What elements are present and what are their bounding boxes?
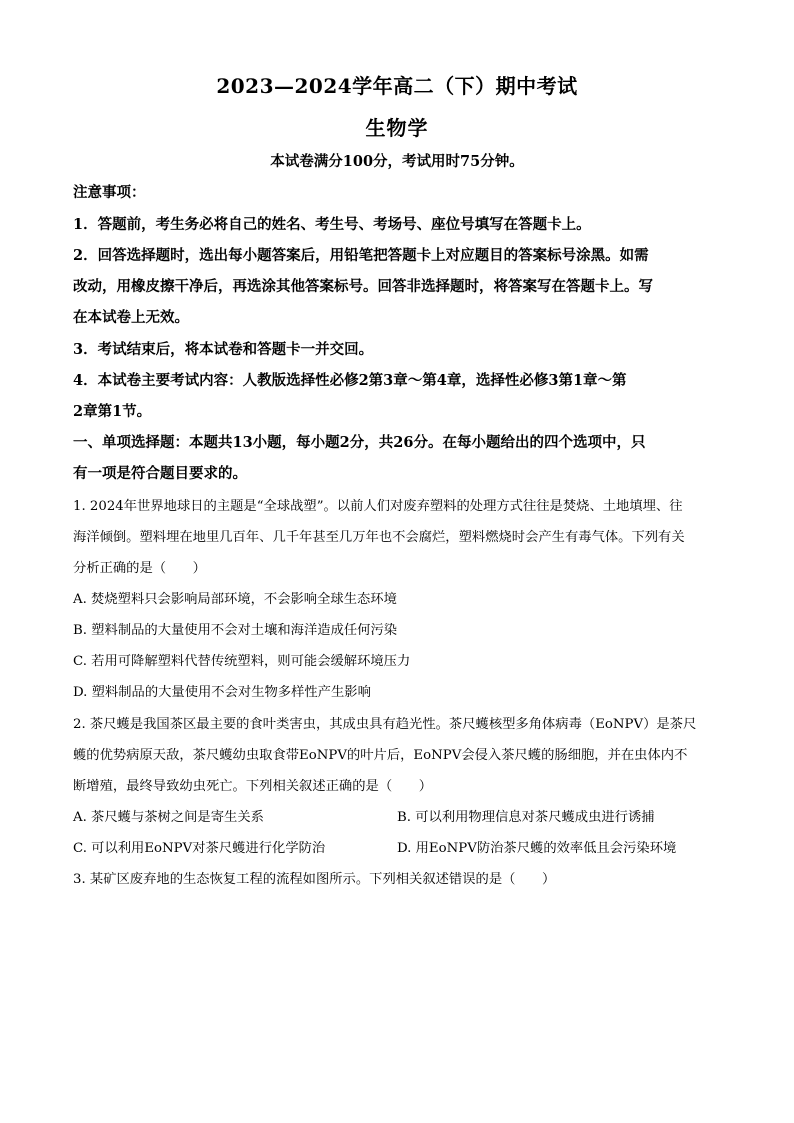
question-stem: 1. 2024年世界地球日的主题是“全球战塑”。以前人们对废弃塑料的处理方式往往是焚烧、土地填埋、往 xyxy=(73,499,683,514)
notes-line: 3．考试结束后，将本试卷和答题卡一并交回。 xyxy=(73,341,374,358)
exam-title: 2023—2024学年高二（下）期中考试 xyxy=(216,74,578,98)
notes-line: 4．本试卷主要考试内容：人教版选择性必修2第3章～第4章，选择性必修3第1章～第 xyxy=(73,372,627,389)
question-option: B. 塑料制品的大量使用不会对土壤和海洋造成任何污染 xyxy=(73,623,398,638)
question-option: A. 焚烧塑料只会影响局部环境，不会影响全球生态环境 xyxy=(73,592,397,607)
question-stem: 断增殖，最终导致幼虫死亡。下列相关叙述正确的是（ ） xyxy=(73,779,433,794)
question-option: C. 可以利用EoNPV对茶尺蠖进行化学防治 xyxy=(73,841,326,856)
section-heading: 有一项是符合题目要求的。 xyxy=(73,465,247,482)
notes-line: 2．回答选择题时，选出每小题答案后，用铅笔把答题卡上对应题目的答案标号涂黑。如需 xyxy=(73,247,649,264)
notes-line: 改动，用橡皮擦干净后，再选涂其他答案标号。回答非选择题时，将答案写在答题卡上。写 xyxy=(73,278,653,295)
question-option: B. 可以利用物理信息对茶尺蠖成虫进行诱捕 xyxy=(397,810,655,825)
question-option: A. 茶尺蠖与茶树之间是寄生关系 xyxy=(73,810,264,825)
section-heading: 一、单项选择题：本题共13小题，每小题2分，共26分。在每小题给出的四个选项中，只 xyxy=(73,434,646,451)
question-stem: 蠖的优势病原天敌，茶尺蠖幼虫取食带EoNPV的叶片后，EoNPV会侵入茶尺蠖的肠细胞，并在虫体内不 xyxy=(73,748,688,763)
notes-line: 2章第1节。 xyxy=(73,403,152,420)
question-option: D. 用EoNPV防治茶尺蠖的效率低且会污染环境 xyxy=(397,841,677,856)
subject-title: 生物学 xyxy=(365,116,429,140)
question-stem: 海洋倾倒。塑料埋在地里几百年、几千年甚至几万年也不会腐烂，塑料燃烧时会产生有毒气体。下列有关 xyxy=(73,530,685,545)
exam-info: 本试卷满分100分，考试用时75分钟。 xyxy=(270,153,524,170)
question-option: D. 塑料制品的大量使用不会对生物多样性产生影响 xyxy=(73,685,371,700)
question-stem: 分析正确的是（ ） xyxy=(73,561,206,576)
notes-line: 在本试卷上无效。 xyxy=(73,309,189,326)
question-stem: 2. 茶尺蠖是我国茶区最主要的食叶类害虫，其成虫具有趋光性。茶尺蠖核型多角体病毒（EoNPV）是茶尺 xyxy=(73,717,697,732)
notes-line: 1．答题前，考生务必将自己的姓名、考生号、考场号、座位号填写在答题卡上。 xyxy=(73,216,591,233)
question-option: C. 若用可降解塑料代替传统塑料，则可能会缓解环境压力 xyxy=(73,654,411,669)
question-stem: 3. 某矿区废弃地的生态恢复工程的流程如图所示。下列相关叙述错误的是（ ） xyxy=(73,872,556,887)
notes-heading: 注意事项： xyxy=(73,184,146,201)
